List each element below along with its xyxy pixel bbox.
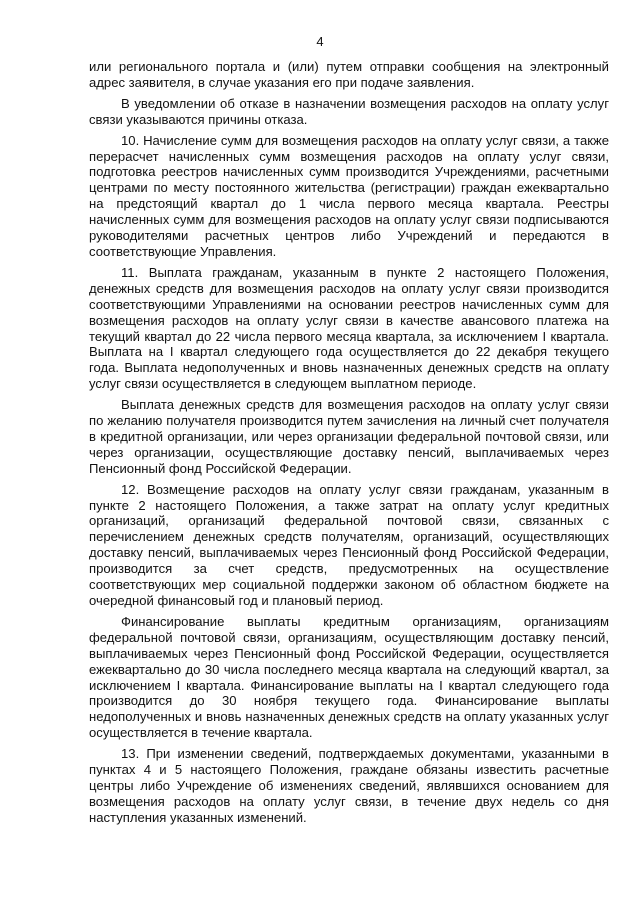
paragraph-financing: Финансирование выплаты кредитным организациям, организациям федеральной почтовой связи, организациям, осуществляющим доставку пенсий, выплачиваемых через Пенсионный фонд Российской Федерации, осуществляется ежеквартально до 30 числа последнего месяца квартала на следующий квартал, за исключением I квартала. Финансирование выплаты на I квартал следующего года производится до 30 ноября текущего года. Финансирование выплаты недополученных и вновь назначенных денежных средств на оплату указанных услуг осуществляется в течение квартала. [89,613,609,741]
page-number: 4 [316,34,324,49]
paragraph-clause-12: 12. Возмещение расходов на оплату услуг связи гражданам, указанным в пункте 2 настоящего Положения, а также затрат на оплату услуг кредитных организаций, организаций федеральной почтовой связи, связанных с перечислением денежных средств получателям, организаций, осуществляющих доставку пенсий, выплачиваемых через Пенсионный фонд Российской Федерации, производится за счет средств, предусмотренных на осуществление соответствующих мер социальной поддержки законом об областном бюджете на очередной финансовый год и плановый период. [89,481,609,608]
paragraph-clause-11: 11. Выплата гражданам, указанным в пункте 2 настоящего Положения, денежных средств для возмещения расходов на оплату услуг связи производится соответствующими Управлениями на основании реестров начисленных сумм для возмещения расходов на оплату услуг связи в качестве авансового платежа на текущий квартал до 22 числа первого месяца квартала, за исключением I квартала. Выплата на I квартал следующего года осуществляется до 22 декабря текущего года. Выплата недополученных и вновь назначенных денежных средств на оплату услуг связи осуществляется в следующем выплатном периоде. [89,264,609,392]
document-body [89,59,609,831]
paragraph-payment-method: Выплата денежных средств для возмещения расходов на оплату услуг связи по желанию получателя производится путем зачисления на личный счет получателя в кредитной организации, или через организации федеральной почтовой связи, или через организации, осуществляющие доставку пенсий, выплачиваемых через Пенсионный фонд Российской Федерации. [89,397,609,476]
paragraph-refusal-notice: В уведомлении об отказе в назначении возмещения расходов на оплату услуг связи указываются причины отказа. [89,95,609,127]
paragraph-continuation: или регионального портала и (или) путем отправки сообщения на электронный адрес заявителя, в случае указания его при подаче заявления. [89,59,609,90]
paragraph-clause-13: 13. При изменении сведений, подтверждаемых документами, указанными в пунктах 4 и 5 настоящего Положения, граждане обязаны известить расчетные центры либо Учреждение об изменениях сведений, являвшихся основанием для возмещения расходов на оплату услуг связи, в течение двух недель со дня наступления указанных изменений. [89,746,609,825]
paragraph-clause-10: 10. Начисление сумм для возмещения расходов на оплату услуг связи, а также перерасчет начисленных сумм возмещения расходов на оплату услуг связи, подготовка реестров начисленных сумм производится Учреждениями, расчетными центрами по месту постоянного жительства (регистрации) граждан ежеквартально на предстоящий квартал до 1 числа первого месяца квартала. Реестры начисленных сумм для возмещения расходов на оплату услуг связи подписываются руководителями расчетных центров либо Учреждений и передаются в соответствующие Управления. [89,132,609,259]
